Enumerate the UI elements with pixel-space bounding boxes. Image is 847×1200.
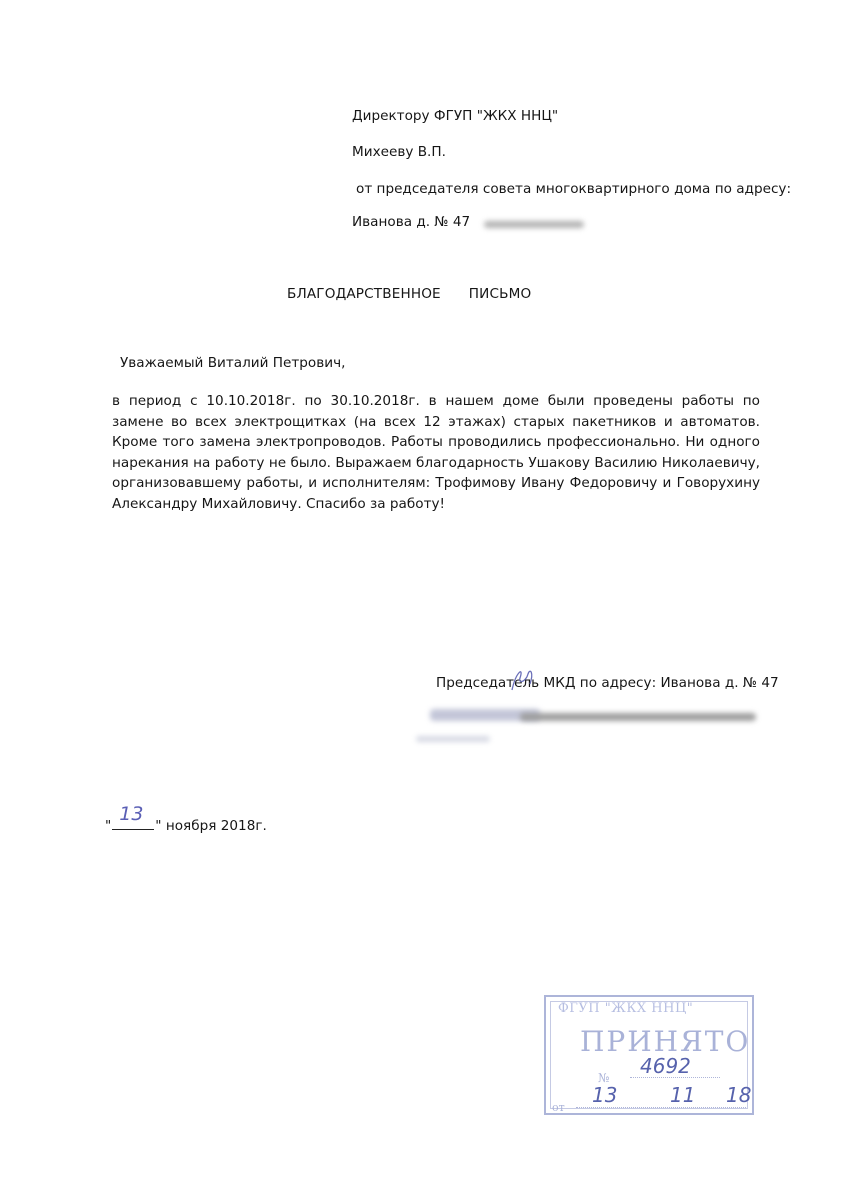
stamp-date-day: 13: [592, 1083, 618, 1107]
date-open-quote: ": [105, 818, 112, 834]
stamp-number-label: №: [598, 1071, 610, 1085]
addressee-line-3: от председателя совета многоквартирного дома по адресу:: [356, 181, 792, 197]
date-day-field: [112, 803, 154, 830]
addressee-line-2: Михееву В.П.: [352, 144, 446, 160]
handwritten-signature-mark: [506, 664, 546, 694]
date-month-year: ноября 2018г.: [161, 818, 267, 834]
letter-title: [287, 286, 531, 302]
received-stamp: [544, 995, 754, 1115]
greeting: Уважаемый Виталий Петрович,: [120, 355, 346, 371]
stamp-accepted-label: ПРИНЯТО: [580, 1025, 751, 1058]
stamp-date-month: 11: [670, 1083, 696, 1107]
stamp-date-year: 18: [726, 1083, 752, 1107]
redacted-signature-name-part: [520, 713, 756, 721]
redacted-signature-trace: [416, 736, 490, 742]
addressee-line-4: Иванова д. № 47: [352, 214, 471, 230]
stamp-registration-number-text: 4692: [640, 1054, 691, 1078]
date-close-quote: ": [155, 818, 162, 834]
addressee-line-1: Директору ФГУП "ЖКХ ННЦ": [352, 108, 559, 124]
letter-date: [105, 803, 267, 834]
signature-line: Председатель МКД по адресу: Иванова д. № 47: [436, 675, 779, 691]
stamp-date-field: [576, 1083, 752, 1108]
stamp-registration-number: [630, 1055, 720, 1078]
letter-title-word-1: БЛАГОДАРСТВЕННОЕ: [287, 286, 441, 302]
letter-body: в период с 10.10.2018г. по 30.10.2018г. в нашем доме были проведены работы по замене во всех электрощитках (на всех 12 этажах) старых пакетников и автоматов. Кроме того замена электропроводов. Работы проводились профессионально. Ни одного нарекания на работу не было. Выражаем благодарность Ушакову Василию Николаевичу, организовавшему работы, и исполнителям: Трофимову Ивану Федоровичу и Говорухину Александру Михайловичу. Спасибо за работу!: [112, 393, 760, 512]
redacted-address-detail: [484, 221, 584, 228]
stamp-organization: ФГУП "ЖКХ ННЦ": [558, 1001, 694, 1016]
letter-title-word-2: ПИСЬМО: [468, 286, 532, 302]
stamp-from-label: от: [552, 1101, 565, 1114]
date-day-handwritten: 13: [119, 803, 144, 825]
